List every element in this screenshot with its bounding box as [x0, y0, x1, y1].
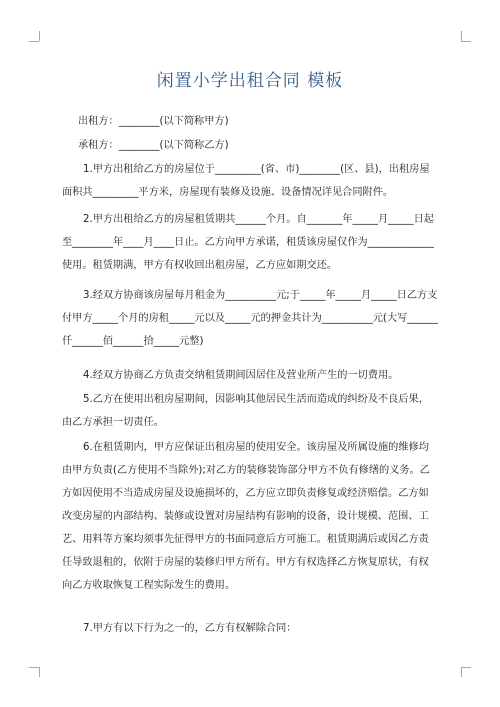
crop-mark-top-left: [39, 31, 40, 41]
crop-mark-top-right: [461, 41, 471, 42]
crop-mark-top-right: [461, 31, 462, 41]
clause-5: 5.乙方在使用出租房屋期间，因影响其他居民生活而造成的纠纷及不良后果，由乙方承担一切责任。: [62, 394, 429, 428]
clause-6: 6.在租赁期内，甲方应保证出租房屋的使用安全。该房屋及所属设施的维修均由甲方负责(乙方使用不当除外);对乙方的装修装饰部分甲方不负有修缮的义务。乙方如因使用不当造成房屋及设施损坏的，乙方应立即负责修复或经济赔偿。乙方如改变房屋的内部结构、装修或设置对房屋结构有影响的设备，设计规模、范围、工艺、用料等方案均须事先征得甲方的书面同意后方可施工。租赁期满后或因乙方责任导致退租的，依附于房屋的装修归甲方所有。甲方有权选择乙方恢复原状，有权向乙方收取恢复工程实际发生的费用。: [62, 442, 430, 591]
clause-2: 2.甲方出租给乙方的房屋租赁期共______个月。自_______年_____月_____日起至________年____月____日止。乙方向甲方承诺，租赁该房屋仅作为_____________使用。租赁期满，甲方有权收回出租房屋，乙方应如期交还。: [62, 214, 434, 271]
crop-mark-top-left: [29, 41, 39, 42]
document-title: 闲置小学出租合同 模板: [156, 71, 344, 91]
lessor-line: 出租方：________(以下简称甲方): [78, 116, 229, 127]
crop-mark-bottom-right: [461, 667, 471, 668]
clause-3: 3.经双方协商该房屋每月租金为__________元;于_____年_____月_____日乙方支付甲方_____个月的房租_____元以及_____元的押金共计为__________元(大写______仟______佰______拾_____元整): [62, 290, 438, 347]
crop-mark-bottom-right: [461, 667, 462, 677]
clause-4: 4.经双方协商乙方负责交纳租赁期间因居住及营业所产生的一切费用。: [83, 370, 399, 381]
clause-1: 1.甲方出租给乙方的房屋位于_________(省、市)________(区、县)，出租房屋面积共_________平方米，房屋现有装修及设施、设备情况详见合同附件。: [62, 164, 430, 198]
lessee-line: 承租方：________(以下简称乙方): [78, 140, 229, 151]
crop-mark-bottom-left: [39, 667, 40, 677]
clause-7: 7.甲方有以下行为之一的，乙方有权解除合同：: [83, 623, 297, 634]
crop-mark-bottom-left: [29, 667, 39, 668]
